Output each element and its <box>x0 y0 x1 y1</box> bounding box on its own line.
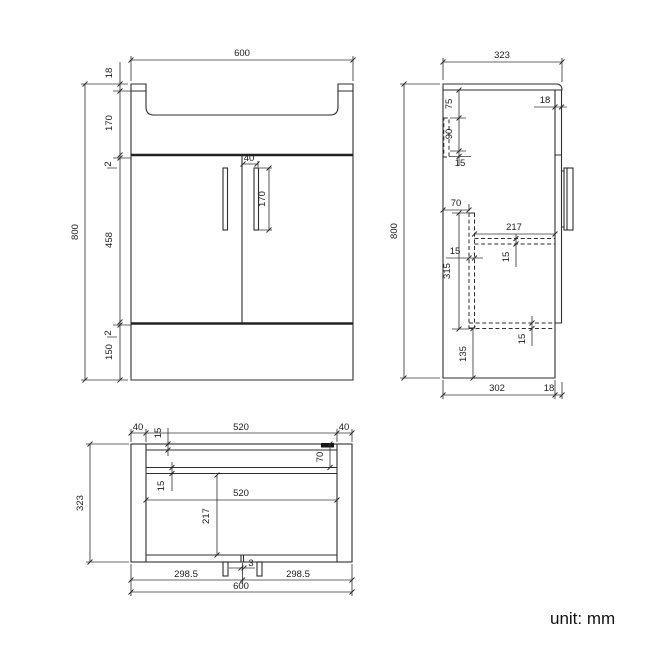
front-dim-width-line <box>131 56 353 81</box>
front-basin-depth-label: 170 <box>104 115 115 131</box>
plan-depth-label: 323 <box>75 495 86 511</box>
plan-view <box>75 422 355 596</box>
front-width-label: 600 <box>234 48 250 59</box>
plan-fixing-bracket <box>321 443 334 448</box>
plan-interior-top-label: 520 <box>233 422 249 433</box>
front-dim-ticks <box>83 58 356 383</box>
plan-left-door-label: 298.5 <box>174 569 198 580</box>
plan-right-panel-label: 40 <box>338 422 350 433</box>
side-bracket-height-label: 90 <box>444 128 455 140</box>
side-door-thickness-label: 18 <box>539 95 551 106</box>
plan-left-handle <box>223 562 228 576</box>
plan-dim-depth-line <box>86 444 129 562</box>
front-handle-offset-label: 40 <box>243 153 255 164</box>
side-door-front-label: 18 <box>543 383 555 394</box>
unit-note: unit: mm <box>550 609 616 628</box>
side-dim-depth-line <box>443 58 562 82</box>
front-height-label: 800 <box>70 224 81 240</box>
side-dim-ticks <box>402 60 565 398</box>
basin-rim <box>131 84 353 91</box>
side-bracket-offset-label: 75 <box>444 98 455 110</box>
side-plinth-label: 135 <box>458 346 469 362</box>
side-partition-height-label: 315 <box>442 263 453 279</box>
front-plinth-label: 150 <box>104 344 115 360</box>
front-view <box>70 48 356 383</box>
plan-right-handle <box>257 562 262 576</box>
plan-interior-depth-label: 217 <box>201 508 212 524</box>
side-handle-body <box>564 168 573 230</box>
plan-internal-lines <box>146 444 337 562</box>
plan-front-rail-label: 15 <box>156 480 167 492</box>
plan-right-door-label: 298.5 <box>286 569 310 580</box>
side-partition-offset-label: 70 <box>450 198 462 209</box>
plan-left-panel-label: 40 <box>132 422 144 433</box>
side-shelf-thickness-label: 15 <box>501 251 512 263</box>
side-bracket-thickness-label: 15 <box>454 158 466 169</box>
side-body-depth-label: 302 <box>489 383 505 394</box>
side-dim-height-line <box>400 84 440 378</box>
side-depth-label: 323 <box>494 50 510 61</box>
side-bottom-thickness-label: 15 <box>517 333 528 345</box>
side-dim-partition-height-line <box>449 213 469 329</box>
front-handle-length-label: 170 <box>257 191 268 207</box>
plan-width-label: 600 <box>233 581 249 592</box>
front-overhang-label: 18 <box>104 67 115 79</box>
front-door-height-label: 458 <box>104 232 115 248</box>
partition-hidden <box>469 213 475 328</box>
side-shelf-depth-label: 217 <box>506 222 522 233</box>
basin-bowl <box>146 84 338 115</box>
bottom-panel-hidden <box>469 323 555 329</box>
side-cabinet-outline <box>443 84 562 378</box>
side-height-label: 800 <box>389 223 400 239</box>
plan-interior-width-label: 520 <box>233 488 249 499</box>
front-gap-top-label: 2 <box>103 161 114 167</box>
partition-caps <box>469 213 475 328</box>
plan-back-rail-label: 15 <box>153 427 164 439</box>
front-gap-bottom-label: 2 <box>103 330 114 336</box>
left-door-handle <box>223 168 228 230</box>
plan-rail-depth-label: 70 <box>315 451 326 463</box>
plan-gap-label: 3 <box>248 558 254 569</box>
side-view <box>389 50 573 399</box>
side-partition-thickness-label: 15 <box>449 246 461 257</box>
